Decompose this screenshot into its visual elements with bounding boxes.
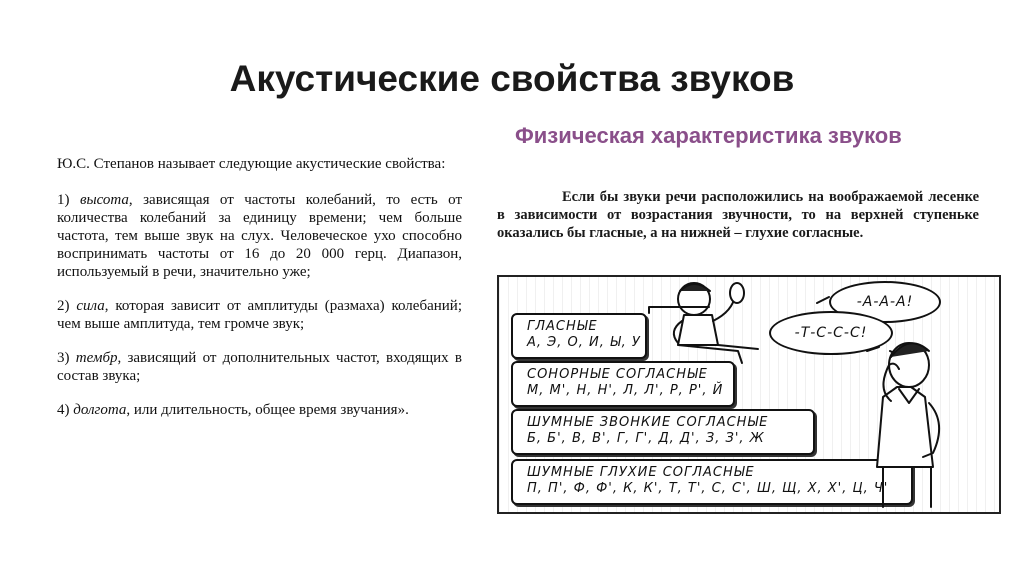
- property-term: сила: [76, 298, 105, 314]
- step-label: ШУМНЫЕ ЗВОНКИЕ СОГЛАСНЫЕ: [527, 415, 769, 430]
- acoustic-properties-text: [57, 155, 462, 435]
- item-number: 1): [57, 192, 80, 208]
- step-label: ГЛАСНЫЕ: [527, 319, 598, 334]
- property-term: тембр: [75, 350, 118, 366]
- step-sounds: П, П', Ф, Ф', К, К', Т, Т', С, С', Ш, Щ, Х, Х', Ц, Ч': [527, 481, 889, 496]
- slide-title: Акустические свойства звуков: [229, 58, 795, 99]
- property-description: , которая зависит от амплитуды (размаха) колебаний; чем выше амплитуда, тем громче звук;: [57, 298, 462, 332]
- property-description: , зависящая от частоты колебаний, то есть от количества колебаний за единицу времени; чем больше частота, тем выше звук на слух. Человеческое ухо способно воспринимать частоты от 16 до 20 000 герц. Диапазон, используемый в речи, значительно уже;: [57, 192, 462, 280]
- step-label: ШУМНЫЕ ГЛУХИЕ СОГЛАСНЫЕ: [527, 465, 755, 480]
- property-item-4: [57, 401, 462, 419]
- cartoon-characters-icon: [499, 277, 999, 512]
- figure-title: Физическая характеристика звуков: [515, 123, 902, 148]
- property-description: , зависящий от дополнительных частот, входящих в состав звука;: [57, 350, 463, 384]
- speech-bubble-consonant: -Т-С-С-С!: [769, 311, 893, 355]
- sound-ladder-illustration: [497, 275, 1001, 514]
- property-term: высота: [79, 192, 129, 208]
- step-label: СОНОРНЫЕ СОГЛАСНЫЕ: [527, 367, 708, 382]
- speech-bubble-vowel: -А-А-А!: [829, 281, 941, 323]
- property-item-1: [57, 191, 462, 281]
- figure-caption: Если бы звуки речи расположились на воображаемой лесенке в зависимости от возрастания звучности, то на верхней ступеньке оказались бы гласные, а на нижней – глухие согласные.: [497, 189, 979, 241]
- item-number: 4): [57, 402, 74, 418]
- property-term: долгота: [73, 402, 127, 418]
- property-description: , или длительность, общее время звучания».: [126, 402, 409, 418]
- item-number: 2): [57, 298, 77, 314]
- property-item-3: [57, 349, 462, 385]
- step-sounds: М, М', Н, Н', Л, Л', Р, Р', Й: [527, 383, 724, 398]
- step-sounds: Б, Б', В, В', Г, Г', Д, Д', З, З', Ж: [527, 431, 765, 446]
- item-number: 3): [57, 350, 76, 366]
- intro-paragraph: Ю.С. Степанов называет следующие акустические свойства:: [57, 156, 446, 172]
- step-sounds: А, Э, О, И, Ы, У: [527, 335, 641, 350]
- property-item-2: [57, 297, 462, 333]
